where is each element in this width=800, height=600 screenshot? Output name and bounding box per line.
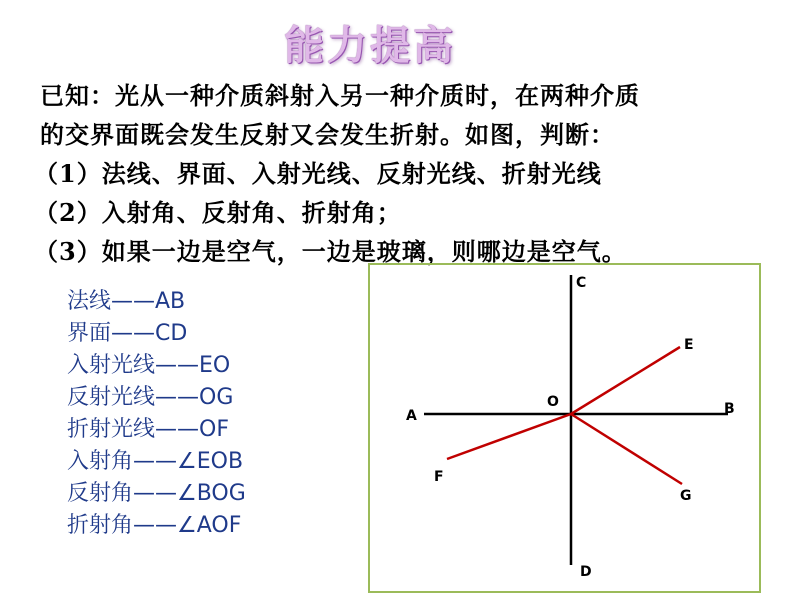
label-e: E (684, 337, 694, 353)
answer-reflection-angle: 反射角——∠BOG (67, 481, 246, 506)
problem-line: （3）如果一边是空气，一边是玻璃，则哪边是空气。 (34, 237, 627, 266)
label-g: G (680, 488, 692, 504)
label-b: B (724, 401, 735, 417)
label-d: D (580, 564, 592, 580)
answer-refracted-ray: 折射光线——OF (67, 417, 229, 442)
problem-line: （2）入射角、反射角、折射角； (34, 198, 402, 227)
problem-line: 已知：光从一种介质斜射入另一种介质时，在两种介质 (40, 81, 640, 110)
slide-title: 能力提高 (284, 23, 456, 69)
label-o: O (547, 394, 559, 410)
optics-diagram (368, 263, 761, 593)
problem-line: 的交界面既会发生反射又会发生折射。如图，判断： (40, 120, 615, 149)
answer-refraction-angle: 折射角——∠AOF (67, 513, 242, 538)
answer-interface: 界面——CD (67, 321, 188, 346)
label-a: A (406, 408, 417, 424)
optics-diagram-svg (370, 265, 763, 595)
answer-reflected-ray: 反射光线——OG (67, 385, 234, 410)
label-f: F (434, 469, 444, 485)
problem-line: （1）法线、界面、入射光线、反射光线、折射光线 (34, 159, 602, 188)
ray-eo (571, 347, 680, 414)
answer-normal: 法线——AB (67, 289, 186, 314)
answer-list (67, 286, 246, 542)
ray-of (447, 414, 571, 459)
ray-og (571, 414, 682, 484)
answer-incident-ray: 入射光线——EO (67, 353, 231, 378)
problem-statement (34, 76, 800, 271)
label-c: C (576, 275, 587, 291)
answer-incidence-angle: 入射角——∠EOB (67, 449, 244, 474)
